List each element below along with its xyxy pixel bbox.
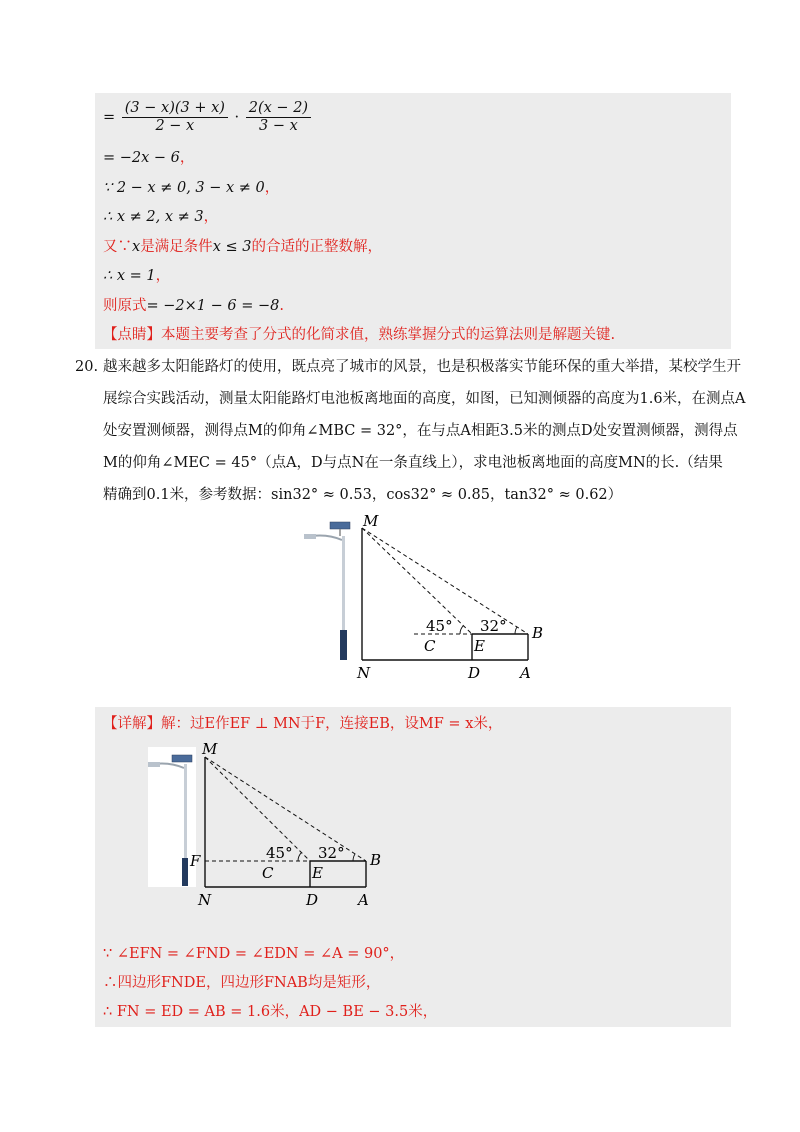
solution-line-3: ∵ 2 − x ≠ 0, 3 − x ≠ 0， xyxy=(103,180,280,196)
point-c-label: C xyxy=(424,637,436,655)
detailed-solution-line-1: 【详解】解：过E作EF ⊥ MN于F，连接EB，设MF = x米， xyxy=(103,716,503,732)
point-n-label: N xyxy=(357,664,371,682)
fraction-2: $\frac{2(x - 2)}{3 - x}$ xyxy=(246,100,311,135)
solution-line-6: ∴ x = 1， xyxy=(103,268,171,284)
point-b-label: B xyxy=(532,624,544,642)
angle-32-label: 32° xyxy=(480,617,507,635)
angle-32-label: 32° xyxy=(318,844,345,862)
question-number: 20. xyxy=(75,359,99,375)
point-f-label: F xyxy=(190,852,201,870)
point-a-label: A xyxy=(520,664,531,682)
angle-45-label: 45° xyxy=(426,617,453,635)
point-d-label: D xyxy=(468,664,481,682)
solution-line-4: ∴ x ≠ 2, x ≠ 3， xyxy=(103,209,219,225)
detailed-solution-line-2: ∵ ∠EFN = ∠FND = ∠EDN = ∠A = 90°， xyxy=(103,946,405,962)
question-text: 越来越多太阳能路灯的使用，既点亮了城市的风景，也是积极落实节能环保的重大举措，某校学生开 展综合实践活动，测量太阳能路灯电池板离地面的高度，如图，已知测倾器的高度为1.6米，在测点A 处安置测倾器，测得点M的仰角∠MBC = 32°，在与点A相距3.5米的测点D处安置测倾器，测得点 M的仰角∠MEC = 45°（点A，D与点N在一条直线上），求电池板离地面的高度MN的长.（结果 精确到0.1米，参考数据：sin32° ≈ 0.53，cos32° ≈ 0.85，tan32° ≈ 0.62） xyxy=(103,359,746,503)
point-d-label: D xyxy=(306,891,319,909)
figure-question-diagram xyxy=(290,510,550,685)
fraction-1: $\frac{(3 - x)(3 + x)}{2 - x}$ xyxy=(122,100,228,135)
key-point-note: 【点睛】本题主要考查了分式的化简求值，熟练掌握分式的运算法则是解题关键. xyxy=(103,327,616,343)
solution-line-2: = −2x − 6， xyxy=(103,150,195,166)
street-lamp-icon xyxy=(304,522,350,660)
point-e-label: E xyxy=(474,637,485,655)
solution-line-fraction: = $\frac{(3 - x)(3 + x)}{2 - x}$ · $\frac{2(x - 2)}{3 - x}$ xyxy=(103,100,313,135)
point-m-label: M xyxy=(202,740,218,758)
point-a-label: A xyxy=(358,891,369,909)
lamp-photo-background xyxy=(148,747,196,887)
solution-line-5: 又∵x是满足条件x ≤ 3的合适的正整数解， xyxy=(103,239,382,255)
figure-solution-diagram xyxy=(148,737,408,912)
point-m-label: M xyxy=(363,512,379,530)
solution-line-7: 则原式= −2×1 − 6 = −8. xyxy=(103,298,284,314)
point-b-label: B xyxy=(370,851,382,869)
angle-45-label: 45° xyxy=(266,844,293,862)
point-e-label: E xyxy=(312,864,323,882)
point-n-label: N xyxy=(198,891,212,909)
detailed-solution-line-4: ∴ FN = ED = AB = 1.6米，AD − BE − 3.5米， xyxy=(103,1004,438,1020)
detailed-solution-line-3: ∴四边形FNDE，四边形FNAB均是矩形， xyxy=(103,975,381,991)
point-c-label: C xyxy=(262,864,274,882)
